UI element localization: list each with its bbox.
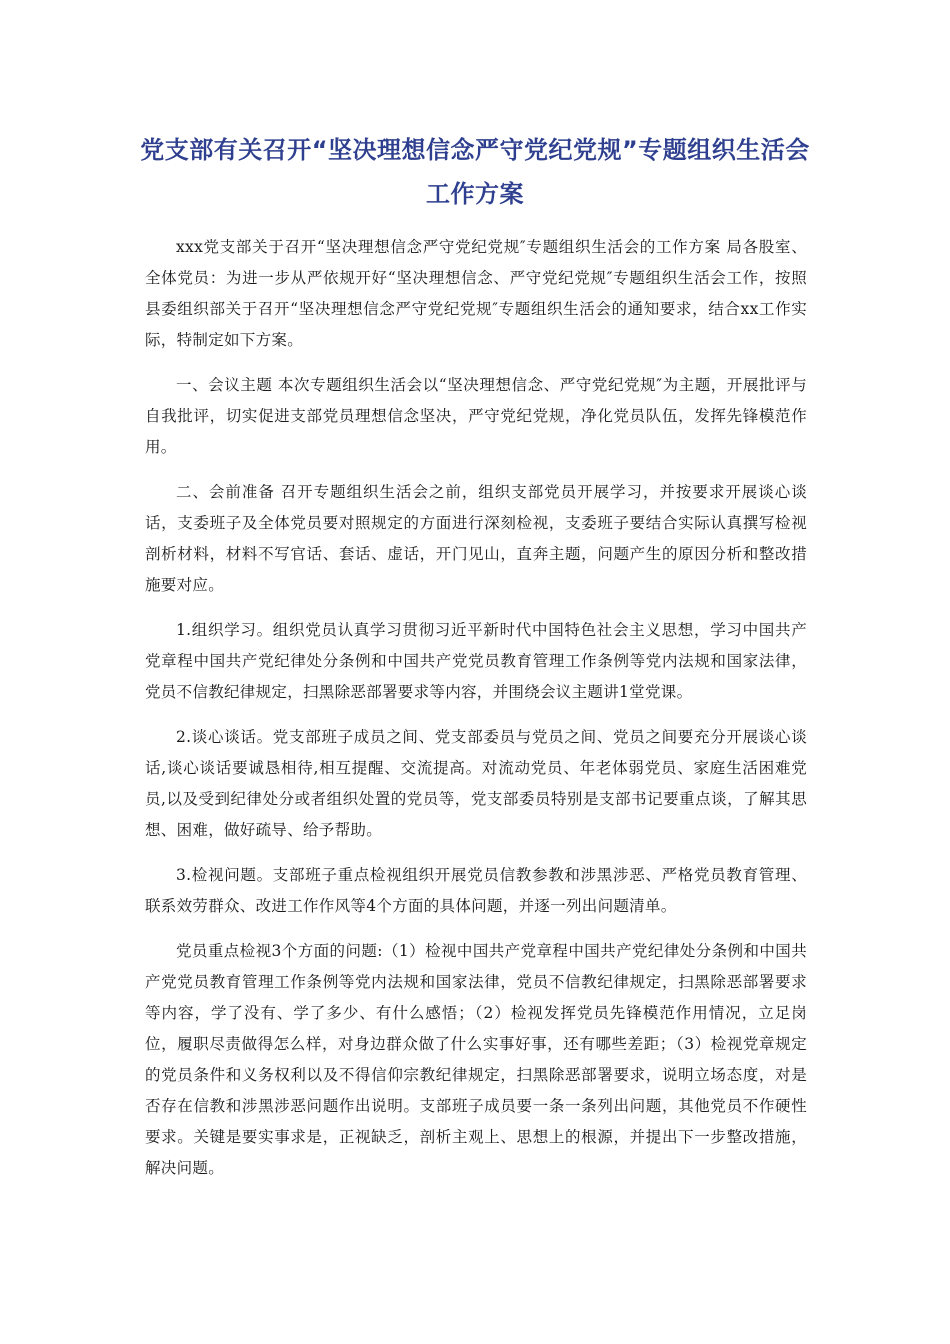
paragraph-preparation: 二、会前准备 召开专题组织生活会之前，组织支部党员开展学习，并按要求开展谈心谈话，支委班子及全体党员要对照规定的方面进行深刻检视，支委班子要结合实际认真撰写检视剖析材料，材料不写官话、套话、虚话，开门见山，直奔主题，问题产生的原因分析和整改措施要对应。 — [145, 483, 807, 594]
document-title: 党支部有关召开“坚决理想信念严守党纪党规”专题组织生活会工作方案 — [140, 136, 810, 208]
paragraph-member-review: 党员重点检视3个方面的问题:（1）检视中国共产党章程中国共产党纪律处分条例和中国共产党党员教育管理工作条例等党内法规和国家法律，党员不信教纪律规定，扫黑除恶部署要求等内容，学了没有、学了多少、有什么感悟；（2）检视发挥党员先锋模范作用情况，立足岗位，履职尽责做得怎么样，对身边群众做了什么实事好事，还有哪些差距；（3）检视党章规定的党员条件和义务权利以及不得信仰宗教纪律规定，扫黑除恶部署要求，说明立场态度，对是否存在信教和涉黑涉恶问题作出说明。支部班子成员要一条一条列出问题，其他党员不作硬性要求。关键是要实事求是，正视缺乏，剖析主观上、思想上的根源，并提出下一步整改措施，解决问题。 — [145, 942, 807, 1177]
paragraph-intro: xxx党支部关于召开“坚决理想信念严守党纪党规″专题组织生活会的工作方案 局各股室、全体党员：为进一步从严依规开好“坚决理想信念、严守党纪党规″专题组织生活会工作，按照县委组织部关于召开“坚决理想信念严守党纪党规″专题组织生活会的通知要求，结合xx工作实际，特制定如下方案。 — [145, 238, 807, 349]
document-body — [145, 232, 807, 1198]
paragraph-examine-problems: 3.检视问题。支部班子重点检视组织开展党员信教参教和涉黑涉恶、严格党员教育管理、联系效劳群众、改进工作作风等4个方面的具体问题，并逐一列出问题清单。 — [145, 866, 807, 915]
paragraph-organize-study: 1.组织学习。组织党员认真学习贯彻习近平新时代中国特色社会主义思想，学习中国共产党章程中国共产党纪律处分条例和中国共产党党员教育管理工作条例等党内法规和国家法律，党员不信教纪律规定，扫黑除恶部署要求等内容，并围绕会议主题讲1堂党课。 — [145, 621, 807, 701]
paragraph-heart-to-heart-talks: 2.谈心谈话。党支部班子成员之间、党支部委员与党员之间、党员之间要充分开展谈心谈话,谈心谈话要诚恳相待,相互提醒、交流提高。对流动党员、年老体弱党员、家庭生活困难党员,以及受到纪律处分或者组织处置的党员等，党支部委员特别是支部书记要重点谈，了解其思想、困难，做好疏导、给予帮助。 — [145, 728, 807, 839]
paragraph-meeting-theme: 一、会议主题 本次专题组织生活会以“坚决理想信念、严守党纪党规″为主题，开展批评与自我批评，切实促进支部党员理想信念坚决，严守党纪党规，净化党员队伍，发挥先锋模范作用。 — [145, 376, 807, 456]
